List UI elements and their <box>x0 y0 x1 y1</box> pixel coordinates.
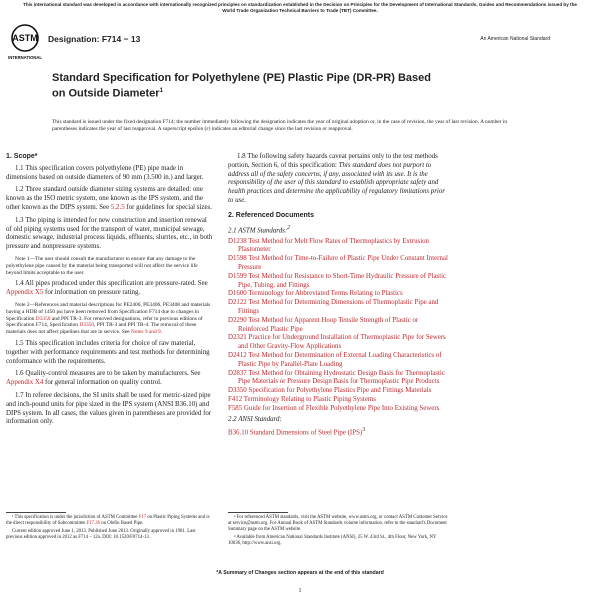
edition-info: Current edition approved June 1, 2013. Published June 2013. Originally approved in 1981. Last previous edition approved in 2012 as F714 – 12a. DOI: 10.1520/F0714-13. <box>6 529 196 540</box>
reference-item <box>228 255 450 273</box>
para-1-4: 1.4 All pipes produced under this specification are pressure-rated. See Appendix X5 for information on pressure rating. <box>6 280 208 297</box>
ref-title[interactable]: Terminology for Abbreviated Terms Relating to Plastics <box>248 290 403 298</box>
footnote-1: ¹ This specification is under the jurisdiction of ASTM Committee F17 on Plastic Piping Systems and is the direct responsibility of Subcommittee F17.26 on Olefin Based Pipe. <box>6 515 210 526</box>
ref-title[interactable]: Test Method for Melt Flow Rates of Thermoplastics by Extrusion Plastometer <box>238 237 430 254</box>
link-d3350-2[interactable]: D3350 <box>79 322 95 329</box>
para-1-8: 1.8 The following safety hazards caveat pertains only to the test methods portion, Section 6, of this specification: This standard does not purport to address all of the safety concerns, if any, associated with its use. It is the responsibility of the user of this standard to establish appropriate safety and health practices and determine the applicability of regulatory limitations prior to use. <box>228 153 445 204</box>
footnote-rule-right <box>228 512 288 513</box>
link-appendix-x4[interactable]: Appendix X4 <box>6 379 44 387</box>
page-number: 1 <box>298 588 302 594</box>
para-1-5: 1.5 This specification includes criteria for choice of raw material, together with performance requirements and test methods for determining conformance with the requirements. <box>6 339 210 365</box>
reference-item: B36.10 Standard Dimensions of Steel Pipe (IPS)$^3$ <box>228 427 366 437</box>
link-f17-26[interactable]: F17.26 <box>86 521 101 526</box>
ref-code-d1599[interactable]: D1599 <box>228 272 247 280</box>
scope-heading: 1. Scope* <box>6 153 38 160</box>
footnotes-left <box>6 515 213 543</box>
ansi-reference <box>228 426 450 438</box>
ref-code-d1598[interactable]: D1598 <box>228 255 247 263</box>
reference-item <box>228 334 450 352</box>
american-national-standard: An American National Standard <box>480 36 550 42</box>
note-2: Note 2—References and material descriptions for PE2406, PE3406, PE3408 and materials having a HDB of 1450 psi have been removed from Specification F714 due to changes in Specification D3350 and PPI TR-3. For removed designations, refer to previous editions of Specification F714, Specification D3350, PPI TR-3 and PPI TR-4. The removal of these materials does not affect pipelines that are in service. See Notes 9 and 9. <box>6 301 211 336</box>
ref-title[interactable]: Specification for Polyethylene Plastics Pipe and Fittings Materials <box>248 387 432 395</box>
designation: Designation: F714 − 13 <box>48 34 141 44</box>
ref-code-f412[interactable]: F412 <box>228 396 243 404</box>
reference-list <box>228 238 450 414</box>
astm-logo <box>7 22 43 62</box>
para-1-6: 1.6 Quality-control measures are to be taken by manufacturers. See Appendix X4 for general information on quality control. <box>6 370 201 387</box>
ansi-standard-label: 2.2 ANSI Standard: <box>228 415 282 423</box>
ref-code-d2290[interactable]: D2290 <box>228 316 247 324</box>
ref-code-d2412[interactable]: D2412 <box>228 352 247 360</box>
reference-item <box>228 238 450 256</box>
ref-title[interactable]: Test Method for Apparent Hoop Tensile Strength of Plastic or Reinforced Plastic Pipe <box>238 316 419 333</box>
ref-title[interactable]: Guide for Insertion of Flexible Polyethylene Pipe Into Existing Sewers <box>243 404 440 412</box>
reference-item <box>228 273 450 291</box>
ref-b36-10[interactable]: B36.10 <box>228 429 249 437</box>
ref-code-d2837[interactable]: D2837 <box>228 369 247 377</box>
ref-title[interactable]: Practice for Underground Installation of Thermoplastic Pipe for Sewers and Other Gravity-Flow Applications <box>238 334 446 351</box>
link-appendix-x5[interactable]: Appendix X5 <box>6 289 44 297</box>
para-1-1: 1.1 This specification covers polyethylene (PE) pipe made in dimensions based on outside diameters of 90 mm (3.500 in.) and larger. <box>6 164 204 181</box>
ref-title[interactable]: Terminology Relating to Plastic Piping Systems <box>243 396 376 404</box>
reference-item <box>228 405 450 414</box>
document-title <box>52 72 432 100</box>
ref-title[interactable]: Test Method for Determining Dimensions of Thermoplastic Pipe and Fittings <box>238 299 439 316</box>
ref-code-d3350[interactable]: D3350 <box>228 387 247 395</box>
ref-code-d2122[interactable]: D2122 <box>228 299 247 307</box>
reference-item <box>228 387 450 396</box>
reference-item <box>228 290 450 299</box>
reference-item <box>228 352 450 370</box>
para-1-3: 1.3 The piping is intended for new construction and insertion renewal of old piping systems used for the transport of water, municipal sewage, domestic sewage, industrial process liquids, effluents, slurries, etc., in both pressure and nonpressure systems. <box>6 216 213 251</box>
para-1-7: 1.7 In referee decisions, the SI units shall be used for metric-sized pipe and inch-pound units for pipe sized in the IPS system (ANSI B36.10) and DIPS system. In all cases, the values given in parentheses are provided for information only. <box>6 391 212 426</box>
footnote-rule-left <box>6 512 66 513</box>
link-notes[interactable]: Notes 9 and 9 <box>130 329 161 336</box>
link-f17[interactable]: F17 <box>138 515 147 520</box>
ref-code-d1600[interactable]: D1600 <box>228 290 247 298</box>
referenced-documents-heading: 2. Referenced Documents <box>228 211 314 219</box>
wto-notice: This international standard was developed in accordance with internationally recognized principles on standardization established in the Decision on Principles for the Development of International Standards, Guides and Recommendations issued by the World Trade Organization Technical Barriers to Trade (TBT) Committee. <box>23 2 577 13</box>
left-column <box>6 153 213 431</box>
link-5-2-5[interactable]: 5.2.5 <box>110 203 125 211</box>
footnote-2: ² For referenced ASTM standards, visit the ASTM website, www.astm.org, or contact ASTM Customer Service at service@astm.org. For Annual Book of ASTM Standards volume information, refer to the standard's Document Summary page on the ASTM website. <box>228 515 448 532</box>
ref-code-f585[interactable]: F585 <box>228 404 243 412</box>
reference-item <box>228 299 450 317</box>
ref-title[interactable]: Test Method for Obtaining Hydrostatic Design Basis for Thermoplastic Pipe Materials or Pressure Design Basis for Thermoplastic Pipe Products <box>238 369 445 386</box>
reference-item <box>228 317 450 335</box>
note-1: Note 1—The user should consult the manufacturer to ensure that any damage to the polyethylene pipe caused by the material being transported will not affect the service life beyond limits acceptable to the user. <box>6 255 198 276</box>
right-column <box>228 153 450 439</box>
ref-title[interactable]: Test Method for Resistance to Short-Time Hydraulic Pressure of Plastic Pipe, Tubing, and Fittings <box>238 272 447 289</box>
ref-title[interactable]: Test Method for Time-to-Failure of Plastic Pipe Under Constant Internal Pressure <box>238 255 448 272</box>
ref-title[interactable]: Test Method for Determination of External Loading Characteristics of Plastic Pipe by Parallel-Plate Loading <box>238 352 442 368</box>
para-1-2: 1.2 Three standard outside diameter sizing systems are detailed: one known as the ISO metric system, one known as the IPS system, and the other known as the DIPS system. See 5.2.5 for guidelines for special sizes. <box>6 186 212 211</box>
footnote-3: ³ Available from American National Standards Institute (ANSI), 25 W. 43rd St., 4th Floor, New York, NY 10036, http://www.ansi.org. <box>228 535 437 546</box>
svg-text:INTERNATIONAL: INTERNATIONAL <box>8 55 42 60</box>
ref-code-d1238[interactable]: D1238 <box>228 237 247 245</box>
fixed-designation-note: This standard is issued under the fixed designation F714; the number immediately following the designation indicates the year of original adoption or, in the case of revision, the year of last revision. A number in parentheses indicates the year of last reapproval. A superscript epsilon (ε) indicates an editorial change since the last revision or reapproval. <box>52 119 508 133</box>
reference-item <box>228 396 450 405</box>
title-footnote-ref[interactable]: 1 <box>159 87 163 94</box>
reference-item <box>228 370 450 388</box>
title-text: Standard Specification for Polyethylene (PE) Plastic Pipe (DR-PR) Based on Outside Diameter <box>52 72 431 100</box>
svg-text:ASTM: ASTM <box>12 33 38 43</box>
ref-code-d2321[interactable]: D2321 <box>228 334 247 342</box>
summary-of-changes-note: *A Summary of Changes section appears at the end of this standard <box>216 570 384 576</box>
astm-standards-label: 2.1 ASTM Standards:$^2$ <box>228 224 291 234</box>
footnotes-right <box>228 515 450 549</box>
link-d3350[interactable]: D3350 <box>35 315 51 322</box>
